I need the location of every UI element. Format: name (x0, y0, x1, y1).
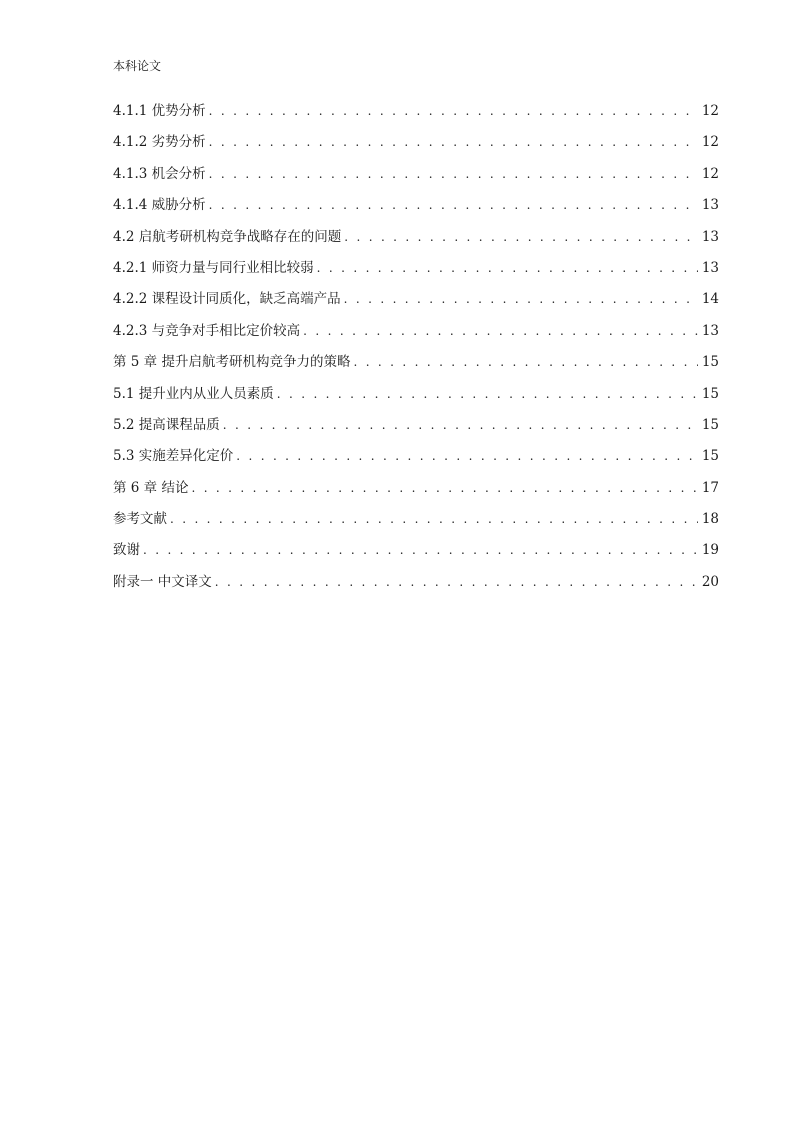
toc-entry[interactable] (113, 570, 719, 601)
toc-entry-title: 参考文献 (113, 511, 167, 528)
toc-entry-title: 致谢 (113, 542, 140, 559)
toc-dot-leader (209, 162, 698, 186)
toc-entry[interactable] (113, 193, 719, 224)
toc-entry-page: 12 (701, 165, 719, 182)
toc-entry[interactable] (113, 507, 719, 538)
toc-dot-leader (209, 193, 698, 217)
toc-entry-page: 17 (701, 479, 719, 496)
toc-entry[interactable] (113, 319, 719, 350)
toc-entry-page: 15 (701, 416, 719, 433)
toc-entry-page: 19 (701, 542, 719, 559)
toc-entry-title: 附录一 中文译文 (113, 573, 212, 590)
toc-entry[interactable] (113, 382, 719, 413)
toc-dot-leader (215, 570, 698, 594)
toc-entry[interactable] (113, 350, 719, 381)
toc-entry[interactable] (113, 287, 719, 318)
toc-entry-page: 12 (701, 134, 719, 151)
toc-entry-title: 5.2 提高课程品质 (113, 416, 220, 433)
toc-entry-page: 13 (701, 228, 719, 245)
toc-dot-leader (344, 225, 698, 249)
toc-entry-page: 15 (701, 448, 719, 465)
toc-dot-leader (303, 319, 698, 343)
toc-entry-page: 12 (701, 103, 719, 119)
toc-entry[interactable] (113, 256, 719, 287)
page-header: 本科论文 (113, 59, 162, 73)
toc-entry-title: 4.2 启航考研机构竞争战略存在的问题 (113, 228, 342, 245)
toc-entry[interactable] (113, 444, 719, 475)
toc-entry-title: 第 6 章 结论 (113, 479, 189, 496)
toc-entry-title: 第 5 章 提升启航考研机构竞争力的策略 (113, 354, 351, 371)
toc-entry-page: 18 (701, 511, 719, 528)
toc-dot-leader (223, 413, 698, 437)
toc-dot-leader (353, 350, 697, 374)
toc-dot-leader (209, 130, 698, 154)
toc-entry[interactable] (113, 413, 719, 444)
toc-entry-page: 13 (701, 197, 719, 214)
toc-entry[interactable] (113, 225, 719, 256)
toc-entry-title: 4.2.1 师资力量与同行业相比较弱 (113, 259, 314, 276)
toc-dot-leader (143, 538, 698, 562)
toc-entry-title: 4.1.4 威胁分析 (113, 197, 206, 214)
toc-entry-title: 4.1.3 机会分析 (113, 165, 206, 182)
table-of-contents (113, 99, 719, 601)
toc-dot-leader (209, 99, 698, 123)
toc-entry-page: 15 (701, 385, 719, 402)
toc-entry-page: 14 (701, 291, 719, 308)
toc-entry[interactable] (113, 162, 719, 193)
toc-dot-leader (236, 444, 698, 468)
toc-entry-title: 5.3 实施差异化定价 (113, 448, 234, 465)
toc-dot-leader (170, 507, 698, 531)
toc-dot-leader (277, 382, 698, 406)
toc-entry-page: 15 (701, 354, 719, 371)
toc-entry[interactable] (113, 476, 719, 507)
toc-entry-title: 4.2.3 与竞争对手相比定价较高 (113, 322, 301, 339)
toc-dot-leader (317, 256, 698, 280)
toc-entry-page: 13 (701, 322, 719, 339)
toc-entry-page: 20 (701, 573, 719, 590)
toc-entry[interactable] (113, 99, 719, 130)
toc-entry-title: 4.1.2 劣势分析 (113, 134, 206, 151)
toc-entry[interactable] (113, 130, 719, 161)
toc-entry-title: 4.2.2 课程设计同质化，缺乏高端产品 (113, 291, 341, 308)
toc-entry-title: 4.1.1 优势分析 (113, 103, 206, 119)
toc-entry-title: 5.1 提升业内从业人员素质 (113, 385, 274, 402)
toc-entry[interactable] (113, 538, 719, 569)
toc-entry-page: 13 (701, 259, 719, 276)
toc-dot-leader (344, 287, 698, 311)
toc-dot-leader (191, 476, 697, 500)
